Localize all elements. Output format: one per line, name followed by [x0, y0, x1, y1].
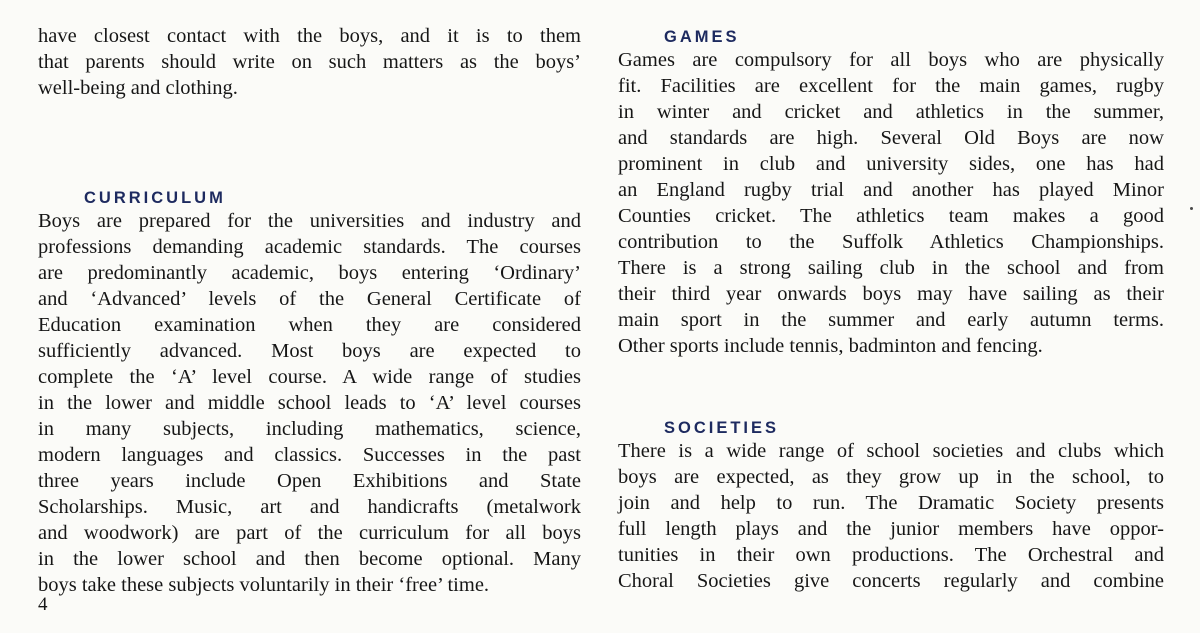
text-line: full length plays and the junior members have oppor-: [618, 518, 1164, 540]
text-line: boys take these subjects voluntarily in their ‘free’ time.: [38, 574, 490, 596]
text-line: Scholarships. Music, art and handicrafts (metalwork: [38, 496, 581, 518]
text-line: modern languages and classics. Successes in the past: [38, 444, 581, 466]
right-column: [618, 0, 1164, 594]
heading-societies: SOCIETIES: [664, 419, 780, 437]
text-line: main sport in the summer and early autumn terms.: [618, 309, 1164, 331]
page-number: 4: [38, 594, 48, 615]
text-line: well-being and clothing.: [38, 77, 238, 99]
text-line: professions demanding academic standards. The courses: [38, 236, 581, 258]
text-line: There is a strong sailing club in the school and from: [618, 257, 1164, 279]
section-intro: [38, 23, 581, 101]
text-line: in winter and cricket and athletics in the summer,: [618, 101, 1164, 123]
text-line: in many subjects, including mathematics, science,: [38, 418, 581, 440]
paragraph-curriculum: [38, 208, 581, 598]
text-line: in the lower and middle school leads to ‘A’ level courses: [38, 392, 581, 414]
text-line: join and help to run. The Dramatic Society presents: [618, 492, 1164, 514]
text-line: contribution to the Suffolk Athletics Championships.: [618, 231, 1164, 253]
text-line: complete the ‘A’ level course. A wide range of studies: [38, 366, 581, 388]
text-line: their third year onwards boys may have sailing as their: [618, 283, 1164, 305]
text-line: Choral Societies give concerts regularly and combine: [618, 570, 1164, 592]
text-line: in the lower school and then become optional. Many: [38, 548, 581, 570]
text-line: and ‘Advanced’ levels of the General Certificate of: [38, 288, 581, 310]
heading-games: GAMES: [664, 28, 740, 46]
text-line: and woodwork) are part of the curriculum for all boys: [38, 522, 581, 544]
heading-curriculum: CURRICULUM: [84, 189, 226, 207]
text-line: Other sports include tennis, badminton and fencing.: [618, 335, 1043, 357]
text-line: have closest contact with the boys, and it is to them: [38, 25, 581, 47]
text-line: boys are expected, as they grow up in the school, to: [618, 466, 1164, 488]
left-column: [38, 0, 581, 598]
text-line: Boys are prepared for the universities and industry and: [38, 210, 581, 232]
text-line: Education examination when they are considered: [38, 314, 581, 336]
paragraph-games: [618, 47, 1164, 359]
text-line: sufficiently advanced. Most boys are expected to: [38, 340, 581, 362]
paragraph-societies: [618, 438, 1164, 594]
text-line: are predominantly academic, boys entering ‘Ordinary’: [38, 262, 581, 284]
text-line: fit. Facilities are excellent for the main games, rugby: [618, 75, 1164, 97]
text-line: Games are compulsory for all boys who are physically: [618, 49, 1164, 71]
scan-speck: [1190, 207, 1193, 210]
section-games: [618, 28, 1164, 359]
section-societies: [618, 419, 1164, 594]
text-line: three years include Open Exhibitions and State: [38, 470, 581, 492]
text-line: prominent in club and university sides, one has had: [618, 153, 1164, 175]
text-line: and standards are high. Several Old Boys are now: [618, 127, 1164, 149]
text-line: tunities in their own productions. The Orchestral and: [618, 544, 1164, 566]
section-curriculum: [38, 189, 581, 598]
text-line: Counties cricket. The athletics team makes a good: [618, 205, 1164, 227]
text-line: an England rugby trial and another has played Minor: [618, 179, 1164, 201]
text-line: that parents should write on such matters as the boys’: [38, 51, 581, 73]
paragraph-intro: [38, 23, 581, 101]
text-line: There is a wide range of school societies and clubs which: [618, 440, 1164, 462]
